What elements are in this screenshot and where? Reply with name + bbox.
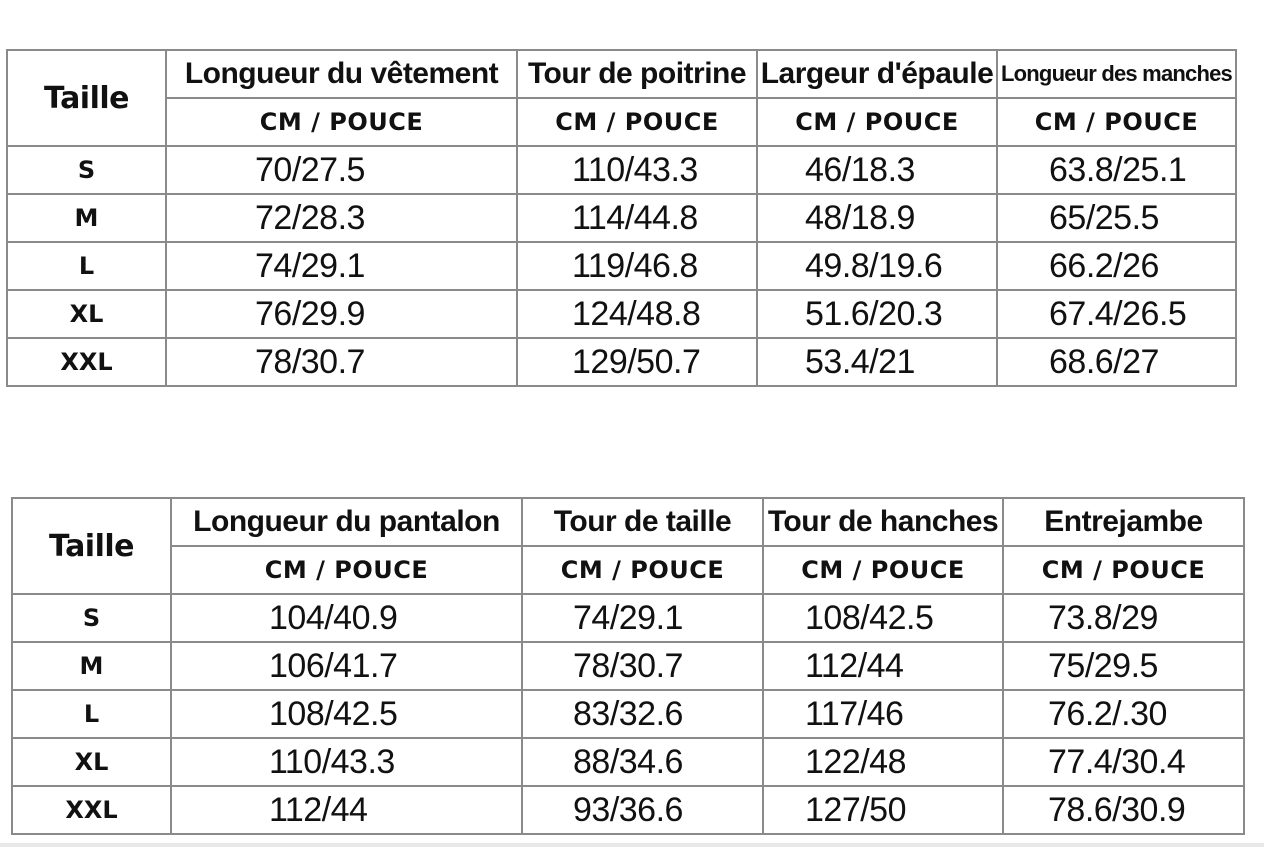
bottom-size-table xyxy=(11,497,1245,835)
measurement-value: 48/18.9 xyxy=(805,198,915,237)
measurement-cell xyxy=(522,642,763,690)
measurement-cell xyxy=(517,146,757,194)
measurement-cell xyxy=(1003,594,1244,642)
unit-label: CM / POUCE xyxy=(763,546,1003,594)
measurement-cell xyxy=(1003,642,1244,690)
measurement-cell xyxy=(997,194,1236,242)
measurement-cell xyxy=(997,338,1236,386)
column-header-inseam: Entrejambe xyxy=(1003,498,1244,546)
measurement-cell xyxy=(522,690,763,738)
column-header-pants-length: Longueur du pantalon xyxy=(171,498,522,546)
measurement-value: 53.4/21 xyxy=(805,342,915,381)
measurement-cell xyxy=(171,594,522,642)
size-label: M xyxy=(12,642,171,690)
measurement-cell xyxy=(763,738,1003,786)
measurement-value: 51.6/20.3 xyxy=(805,294,943,333)
size-label: XXL xyxy=(7,338,166,386)
measurement-cell xyxy=(997,242,1236,290)
unit-row xyxy=(12,546,1244,594)
measurement-value: 67.4/26.5 xyxy=(1049,294,1187,333)
measurement-cell xyxy=(171,786,522,834)
measurement-value: 46/18.3 xyxy=(805,150,915,189)
measurement-value: 76/29.9 xyxy=(255,294,365,333)
measurement-cell xyxy=(517,242,757,290)
size-column-header: Taille xyxy=(7,50,166,146)
size-label: XL xyxy=(7,290,166,338)
measurement-cell xyxy=(522,786,763,834)
measurement-cell xyxy=(166,242,517,290)
table-row xyxy=(12,690,1244,738)
measurement-cell xyxy=(997,146,1236,194)
measurement-cell xyxy=(763,642,1003,690)
table-row xyxy=(7,146,1236,194)
measurement-value: 72/28.3 xyxy=(255,198,365,237)
unit-label: CM / POUCE xyxy=(997,98,1236,146)
measurement-value: 76.2/.30 xyxy=(1048,694,1167,733)
measurement-value: 122/48 xyxy=(805,742,906,781)
measurement-value: 75/29.5 xyxy=(1048,646,1158,685)
unit-label: CM / POUCE xyxy=(1003,546,1244,594)
measurement-value: 70/27.5 xyxy=(255,150,365,189)
unit-row xyxy=(7,98,1236,146)
measurement-cell xyxy=(171,642,522,690)
table-row xyxy=(7,290,1236,338)
measurement-cell xyxy=(171,738,522,786)
measurement-value: 74/29.1 xyxy=(573,598,683,637)
table-row xyxy=(12,642,1244,690)
measurement-value: 119/46.8 xyxy=(572,246,698,285)
measurement-value: 83/32.6 xyxy=(573,694,683,733)
measurement-cell xyxy=(1003,690,1244,738)
measurement-cell xyxy=(763,786,1003,834)
measurement-cell xyxy=(166,338,517,386)
measurement-cell xyxy=(757,338,997,386)
measurement-cell xyxy=(166,146,517,194)
measurement-value: 63.8/25.1 xyxy=(1049,150,1187,189)
measurement-value: 110/43.3 xyxy=(269,742,395,781)
bottom-divider xyxy=(0,843,1264,847)
measurement-cell xyxy=(517,290,757,338)
measurement-value: 108/42.5 xyxy=(269,694,398,733)
table-row xyxy=(12,594,1244,642)
measurement-value: 117/46 xyxy=(805,694,904,733)
measurement-cell xyxy=(517,338,757,386)
column-header-garment-length: Longueur du vêtement xyxy=(166,50,517,98)
measurement-value: 112/44 xyxy=(805,646,904,685)
measurement-value: 127/50 xyxy=(805,790,906,829)
measurement-cell xyxy=(1003,786,1244,834)
measurement-cell xyxy=(763,594,1003,642)
measurement-cell xyxy=(166,194,517,242)
measurement-cell xyxy=(757,290,997,338)
table-row xyxy=(7,242,1236,290)
table-row xyxy=(12,738,1244,786)
measurement-value: 78.6/30.9 xyxy=(1048,790,1186,829)
column-header-hips: Tour de hanches xyxy=(763,498,1003,546)
measurement-value: 110/43.3 xyxy=(572,150,698,189)
measurement-value: 93/36.6 xyxy=(573,790,683,829)
measurement-value: 108/42.5 xyxy=(805,598,934,637)
measurement-value: 66.2/26 xyxy=(1049,246,1159,285)
measurement-value: 88/34.6 xyxy=(573,742,683,781)
table-row xyxy=(7,338,1236,386)
measurement-value: 77.4/30.4 xyxy=(1048,742,1186,781)
unit-label: CM / POUCE xyxy=(171,546,522,594)
measurement-value: 129/50.7 xyxy=(572,342,701,381)
header-row xyxy=(7,50,1236,98)
measurement-cell xyxy=(522,594,763,642)
measurement-value: 68.6/27 xyxy=(1049,342,1159,381)
measurement-value: 104/40.9 xyxy=(269,598,398,637)
unit-label: CM / POUCE xyxy=(522,546,763,594)
measurement-cell xyxy=(171,690,522,738)
column-header-shoulder: Largeur d'épaule xyxy=(757,50,997,98)
size-label: M xyxy=(7,194,166,242)
table-row xyxy=(7,194,1236,242)
measurement-value: 73.8/29 xyxy=(1048,598,1158,637)
measurement-cell xyxy=(757,194,997,242)
size-label: XXL xyxy=(12,786,171,834)
measurement-value: 78/30.7 xyxy=(255,342,365,381)
measurement-cell xyxy=(522,738,763,786)
size-label: S xyxy=(7,146,166,194)
size-label: S xyxy=(12,594,171,642)
column-header-sleeve: Longueur des manches xyxy=(997,50,1236,98)
measurement-value: 112/44 xyxy=(269,790,368,829)
size-label: L xyxy=(7,242,166,290)
measurement-cell xyxy=(1003,738,1244,786)
measurement-value: 74/29.1 xyxy=(255,246,365,285)
size-column-header: Taille xyxy=(12,498,171,594)
table-row xyxy=(12,786,1244,834)
column-header-waist: Tour de taille xyxy=(522,498,763,546)
measurement-cell xyxy=(763,690,1003,738)
unit-label: CM / POUCE xyxy=(517,98,757,146)
unit-label: CM / POUCE xyxy=(166,98,517,146)
measurement-cell xyxy=(517,194,757,242)
measurement-value: 124/48.8 xyxy=(572,294,701,333)
header-row xyxy=(12,498,1244,546)
size-label: L xyxy=(12,690,171,738)
measurement-cell xyxy=(166,290,517,338)
top-size-table xyxy=(6,49,1237,387)
measurement-value: 65/25.5 xyxy=(1049,198,1159,237)
measurement-value: 106/41.7 xyxy=(269,646,398,685)
measurement-value: 49.8/19.6 xyxy=(805,246,943,285)
measurement-value: 78/30.7 xyxy=(573,646,683,685)
unit-label: CM / POUCE xyxy=(757,98,997,146)
measurement-cell xyxy=(757,242,997,290)
measurement-cell xyxy=(757,146,997,194)
measurement-cell xyxy=(997,290,1236,338)
column-header-chest: Tour de poitrine xyxy=(517,50,757,98)
size-label: XL xyxy=(12,738,171,786)
measurement-value: 114/44.8 xyxy=(572,198,698,237)
